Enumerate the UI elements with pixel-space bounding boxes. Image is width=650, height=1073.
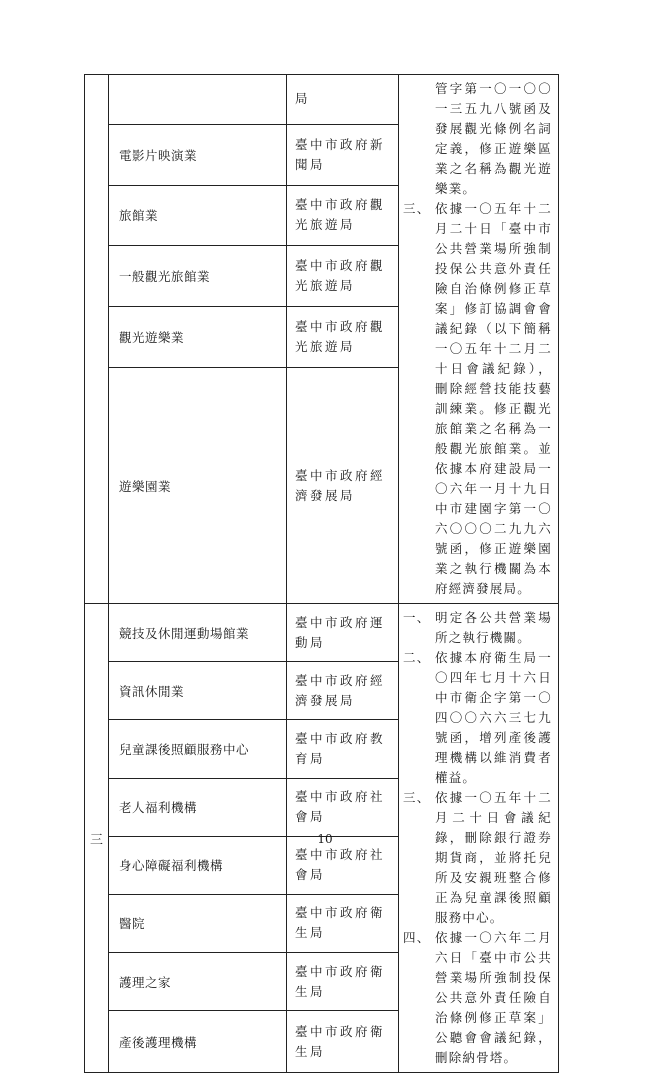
business-type: 旅館業 [109,185,287,246]
business-type: 醫院 [109,894,287,952]
business-type: 老人福利機構 [109,778,287,836]
note-text: 依據本府衛生局一〇四年七月十六日中市衛企字第一〇四〇〇六六三七九號函，增列產後護理機構以維消費者權益。 [435,650,552,785]
authority: 臺中市政府經濟發展局 [287,662,399,720]
authority: 臺中市政府觀光旅遊局 [287,185,399,246]
note-item [403,608,552,648]
note-text: 依據一〇五年十二月二十日會議紀錄，刪除銀行證券期貨商，並將托兒所及安親班整合修正為兒童課後照顧服務中心。 [435,790,552,925]
authority: 局 [287,75,399,125]
authority: 臺中市政府社會局 [287,778,399,836]
business-type [109,75,287,125]
page-number: 10 [317,832,333,846]
authority: 臺中市政府社會局 [287,836,399,894]
notes-cell [399,75,559,604]
note-number: 二、 [403,650,431,665]
authority: 臺中市政府教育局 [287,720,399,778]
business-type: 護理之家 [109,953,287,1011]
note-item [403,199,552,599]
section-number [85,75,109,604]
authority: 臺中市政府觀光旅遊局 [287,307,399,368]
note-item [403,788,552,928]
note-number: 三、 [403,790,431,805]
section-number: 三 [85,604,109,1073]
business-type: 兒童課後照顧服務中心 [109,720,287,778]
note-continued: 管字第一〇一〇〇一三五九八號函及發展觀光條例名詞定義，修正遊樂區業之名稱為觀光遊樂業。 [435,81,552,196]
authority-table [84,74,559,1073]
note-text: 依據一〇六年二月六日「臺中市公共營業場所強制投保公共意外責任險自治條例修正草案」公聽會會議紀錄，刪除納骨塔。 [435,930,552,1065]
business-type: 產後護理機構 [109,1011,287,1073]
authority: 臺中市政府經濟發展局 [287,368,399,604]
authority: 臺中市政府新聞局 [287,124,399,185]
authority: 臺中市政府衛生局 [287,1011,399,1073]
regulation-table [84,74,558,1073]
note-number: 四、 [403,930,431,945]
note-number: 一、 [403,610,431,625]
authority: 臺中市政府衛生局 [287,953,399,1011]
business-type: 資訊休閒業 [109,662,287,720]
note-number: 三、 [403,201,431,216]
table-row [85,604,559,662]
note-text: 明定各公共營業場所之執行機關。 [435,610,552,645]
note-item [403,648,552,788]
business-type: 競技及休閒運動場館業 [109,604,287,662]
authority: 臺中市政府觀光旅遊局 [287,246,399,307]
authority: 臺中市政府運動局 [287,604,399,662]
business-type: 觀光遊樂業 [109,307,287,368]
business-type: 身心障礙福利機構 [109,836,287,894]
business-type: 一般觀光旅館業 [109,246,287,307]
note-item [403,928,552,1068]
note-text: 依據一〇五年十二月二十日「臺中市公共營業場所強制投保公共意外責任險自治條例修正草案」修訂協調會會議紀錄（以下簡稱一〇五年十二月二十日會議紀錄），刪除經營技能技藝訓練業。修正觀光旅館業之名稱為一般觀光旅館業。並依據本府建設局一〇六年一月十九日中市建園字第一〇六〇〇〇二九九六號函，修正遊樂園業之執行機關為本府經濟發展局。 [435,201,552,596]
authority: 臺中市政府衛生局 [287,894,399,952]
business-type: 遊樂園業 [109,368,287,604]
business-type: 電影片映演業 [109,124,287,185]
table-row [85,75,559,125]
